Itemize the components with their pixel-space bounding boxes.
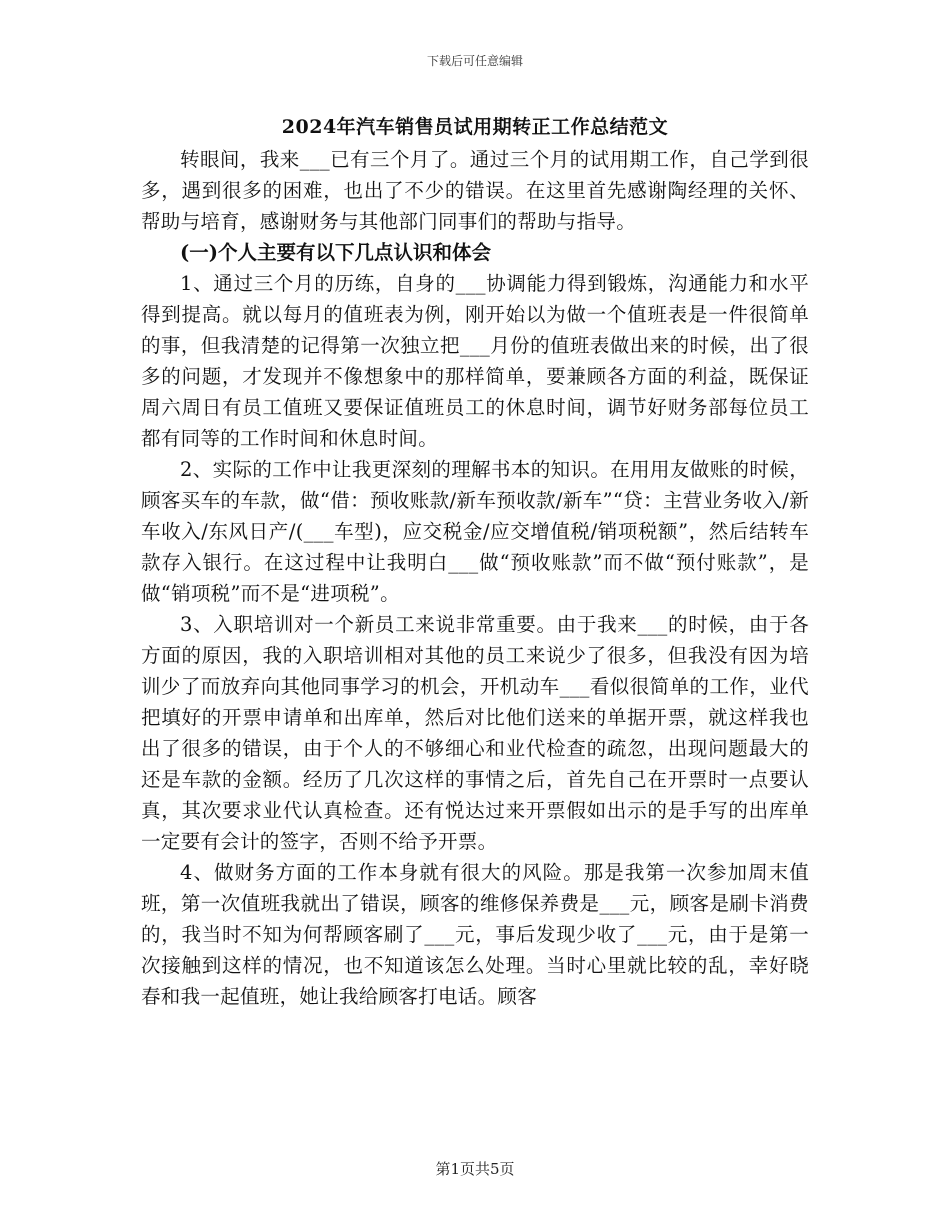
paragraph-3: 3、入职培训对一个新员工来说非常重要。由于我来___的时候，由于各方面的原因，我的入职培训相对其他的员工来说少了很多，但我没有因为培训少了而放弃向其他同事学习的机会，开机动车___看似很简单的工作，业代把填好的开票申请单和出库单，然后对比他们送来的单据开票，就这样我也出了很多的错误，由于个人的不够细心和业代检查的疏忽，出现问题最大的还是车款的金额。经历了几次这样的事情之后，首先自己在开票时一点要认真，其次要求业代认真检查。还有悦达过来开票假如出示的是手写的出库单一定要有会计的签字，否则不给予开票。 [141, 613, 809, 853]
intro-paragraph: 转眼间，我来___已有三个月了。通过三个月的试用期工作，自己学到很多，遇到很多的困难，也出了不少的错误。在这里首先感谢陶经理的关怀、帮助与培育，感谢财务与其他部门同事们的帮助与指导。 [141, 148, 809, 233]
paragraph-2: 2、实际的工作中让我更深刻的理解书本的知识。在用用友做账的时候，顾客买车的车款，做“借：预收账款/新车预收款/新车”“贷：主营业务收入/新车收入/东风日产/(___车型)，应交税金/应交增值税/销项税额”，然后结转车款存入银行。在这过程中让我明白___做“预收账款”而不做“预付账款”，是做“销项税”而不是“进项税”。 [141, 458, 809, 605]
section-heading: (一)个人主要有以下几点认识和体会 [180, 241, 491, 264]
document-body [141, 110, 809, 1012]
paragraph-1: 1、通过三个月的历练，自身的___协调能力得到锻炼，沟通能力和水平得到提高。就以每月的值班表为例，刚开始以为做一个值班表是一件很简单的事，但我清楚的记得第一次独立把___月份的值班表做出来的时候，出了很多的问题，才发现并不像想象中的那样简单，要兼顾各方面的利益，既保证周六周日有员工值班又要保证值班员工的休息时间，调节好财务部每位员工都有同等的工作时间和休息时间。 [141, 272, 809, 450]
document-title: 2024年汽车销售员试用期转正工作总结范文 [281, 116, 669, 138]
header-note: 下载后可任意编辑 [426, 54, 523, 68]
page-number: 第1页共5页 [435, 1160, 515, 1178]
paragraph-4: 4、做财务方面的工作本身就有很大的风险。那是我第一次参加周末值班，第一次值班我就出了错误，顾客的维修保养费是___元，顾客是刷卡消费的，我当时不知为何帮顾客刷了___元，事后发现少收了___元，由于是第一次接触到这样的情况，也不知道该怎么处理。当时心里就比较的乱，幸好晓春和我一起值班，她让我给顾客打电话。顾客 [141, 861, 809, 1008]
